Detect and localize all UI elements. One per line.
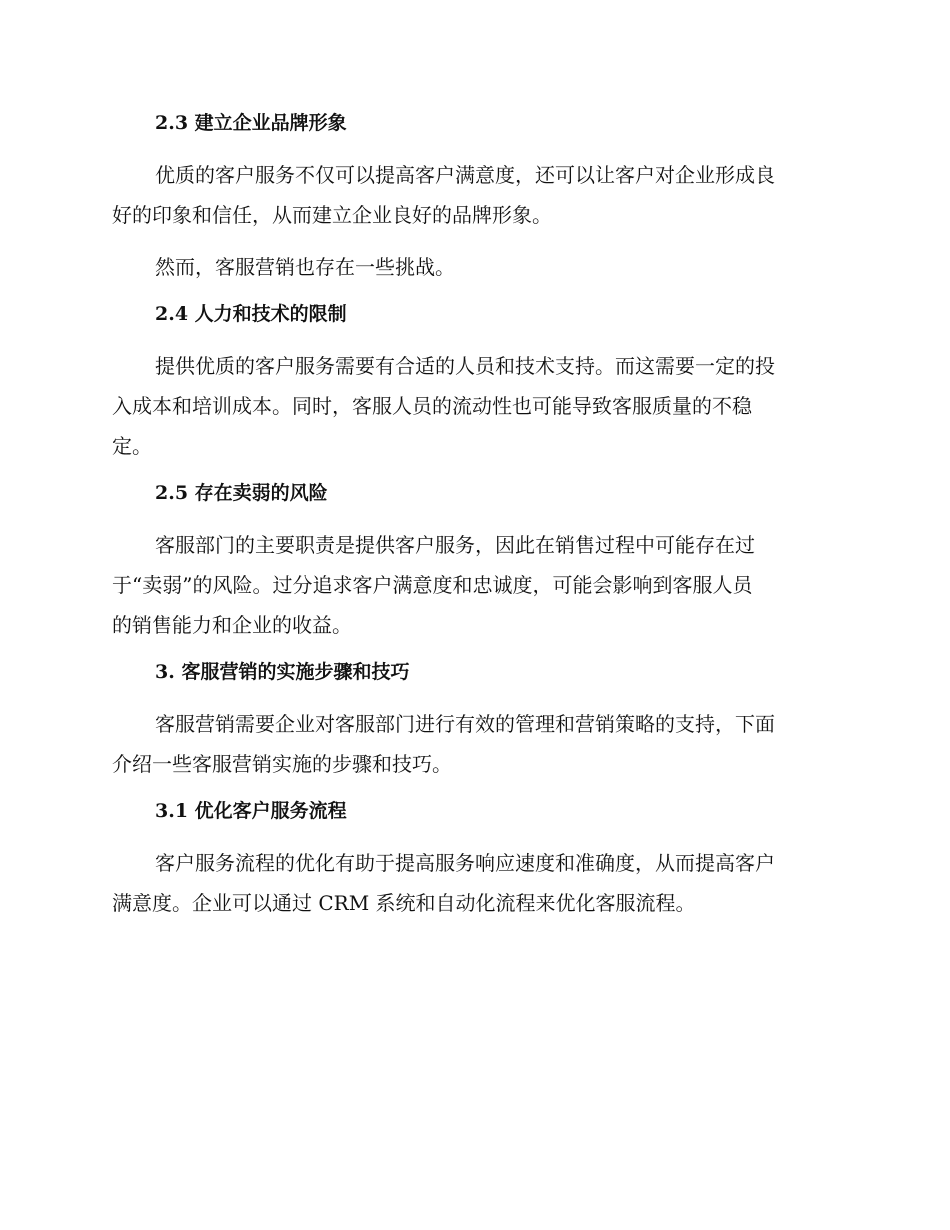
paragraph-implementation-intro <box>112 704 834 784</box>
paragraph-line: 于“卖弱”的风险。过分追求客户满意度和忠诚度，可能会影响到客服人员 <box>112 573 753 597</box>
paragraph-line: 然而，客服营销也存在一些挑战。 <box>155 255 455 279</box>
paragraph-line: 的销售能力和企业的收益。 <box>112 613 352 637</box>
section-heading-2-4: 2.4 人力和技术的限制 <box>155 303 347 325</box>
paragraph-line: 优质的客户服务不仅可以提高客户满意度，还可以让客户对企业形成良 <box>155 163 775 187</box>
paragraph-line: 入成本和培训成本。同时，客服人员的流动性也可能导致客服质量的不稳 <box>112 394 752 418</box>
paragraph-line: 定。 <box>112 434 152 458</box>
section-heading-2-5: 2.5 存在卖弱的风险 <box>155 482 328 504</box>
paragraph-optimize-process <box>112 843 834 923</box>
section-heading-3: 3. 客服营销的实施步骤和技巧 <box>155 661 410 683</box>
paragraph-line: 客服部门的主要职责是提供客户服务，因此在销售过程中可能存在过 <box>155 533 755 557</box>
paragraph-underselling-risk <box>112 525 834 645</box>
document-body <box>112 108 834 935</box>
paragraph-line: 满意度。企业可以通过 CRM 系统和自动化流程来优化客服流程。 <box>112 891 696 915</box>
paragraph-line: 提供优质的客户服务需要有合适的人员和技术支持。而这需要一定的投 <box>155 354 775 378</box>
paragraph-challenges-intro <box>112 247 834 287</box>
section-heading-3-1: 3.1 优化客户服务流程 <box>155 800 347 822</box>
paragraph-brand-image <box>112 155 834 235</box>
paragraph-line: 介绍一些客服营销实施的步骤和技巧。 <box>112 752 452 776</box>
section-heading-2-3: 2.3 建立企业品牌形象 <box>155 112 347 134</box>
paragraph-line: 好的印象和信任，从而建立企业良好的品牌形象。 <box>112 203 552 227</box>
paragraph-resource-limits <box>112 346 834 466</box>
paragraph-line: 客服营销需要企业对客服部门进行有效的管理和营销策略的支持，下面 <box>155 712 775 736</box>
paragraph-line: 客户服务流程的优化有助于提高服务响应速度和准确度，从而提高客户 <box>155 851 775 875</box>
